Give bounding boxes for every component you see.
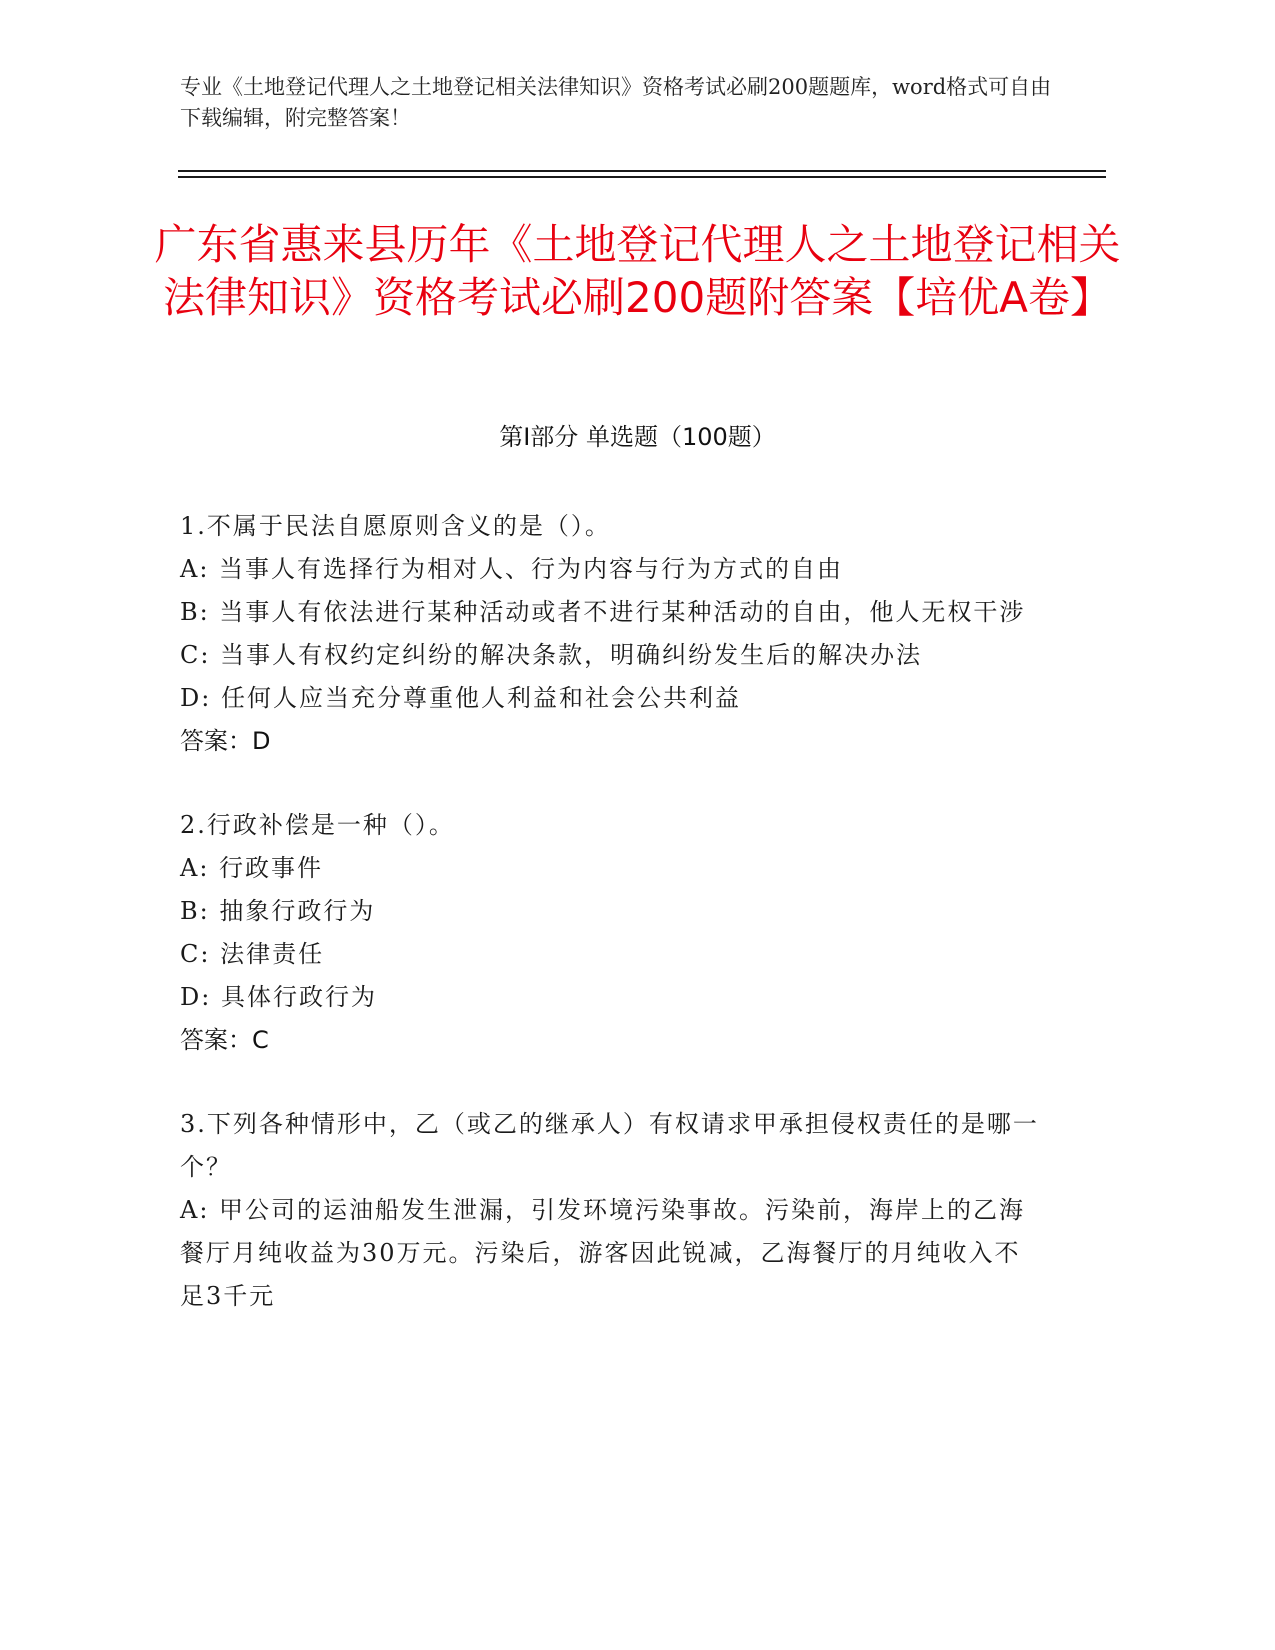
answer-label: 答案：C bbox=[180, 1026, 269, 1054]
question-2 bbox=[180, 804, 1040, 1062]
option-a: A: 甲公司的运油船发生泄漏，引发环境污染事故。污染前，海岸上的乙海餐厅月纯收益为30万元。污染后，游客因此锐减，乙海餐厅的月纯收入不足3千元 bbox=[180, 1196, 1026, 1310]
option-b: B: 当事人有依法进行某种活动或者不进行某种活动的自由，他人无权干涉 bbox=[180, 598, 1026, 626]
option-a: A: 当事人有选择行为相对人、行为内容与行为方式的自由 bbox=[180, 555, 844, 583]
option-c: C: 法律责任 bbox=[180, 940, 325, 968]
document-title: 广东省惠来县历年《土地登记代理人之土地登记相关法律知识》资格考试必刷200题附答案【培优A卷】 bbox=[154, 220, 1121, 322]
answer-label: 答案：D bbox=[180, 727, 271, 755]
option-b: B: 抽象行政行为 bbox=[180, 897, 376, 925]
option-a: A: 行政事件 bbox=[180, 854, 324, 882]
question-stem: 2.行政补偿是一种（）。 bbox=[180, 811, 455, 839]
question-3 bbox=[180, 1103, 1040, 1318]
option-c: C: 当事人有权约定纠纷的解决条款，明确纠纷发生后的解决办法 bbox=[180, 641, 923, 669]
question-stem: 1.不属于民法自愿原则含义的是（）。 bbox=[180, 512, 611, 540]
option-d: D: 具体行政行为 bbox=[180, 983, 377, 1011]
option-d: D: 任何人应当充分尊重他人利益和社会公共利益 bbox=[180, 684, 741, 712]
document-header-note: 专业《土地登记代理人之土地登记相关法律知识》资格考试必刷200题题库，word格式可自由下载编辑，附完整答案！ bbox=[180, 75, 1052, 130]
header-divider-top bbox=[178, 170, 1106, 172]
header-divider-bottom bbox=[178, 176, 1106, 178]
question-1 bbox=[180, 505, 1040, 763]
question-stem: 3.下列各种情形中，乙（或乙的继承人）有权请求甲承担侵权责任的是哪一个？ bbox=[180, 1110, 1039, 1181]
section-heading: 第I部分 单选题（100题） bbox=[499, 423, 776, 451]
question-list bbox=[180, 505, 1040, 1359]
